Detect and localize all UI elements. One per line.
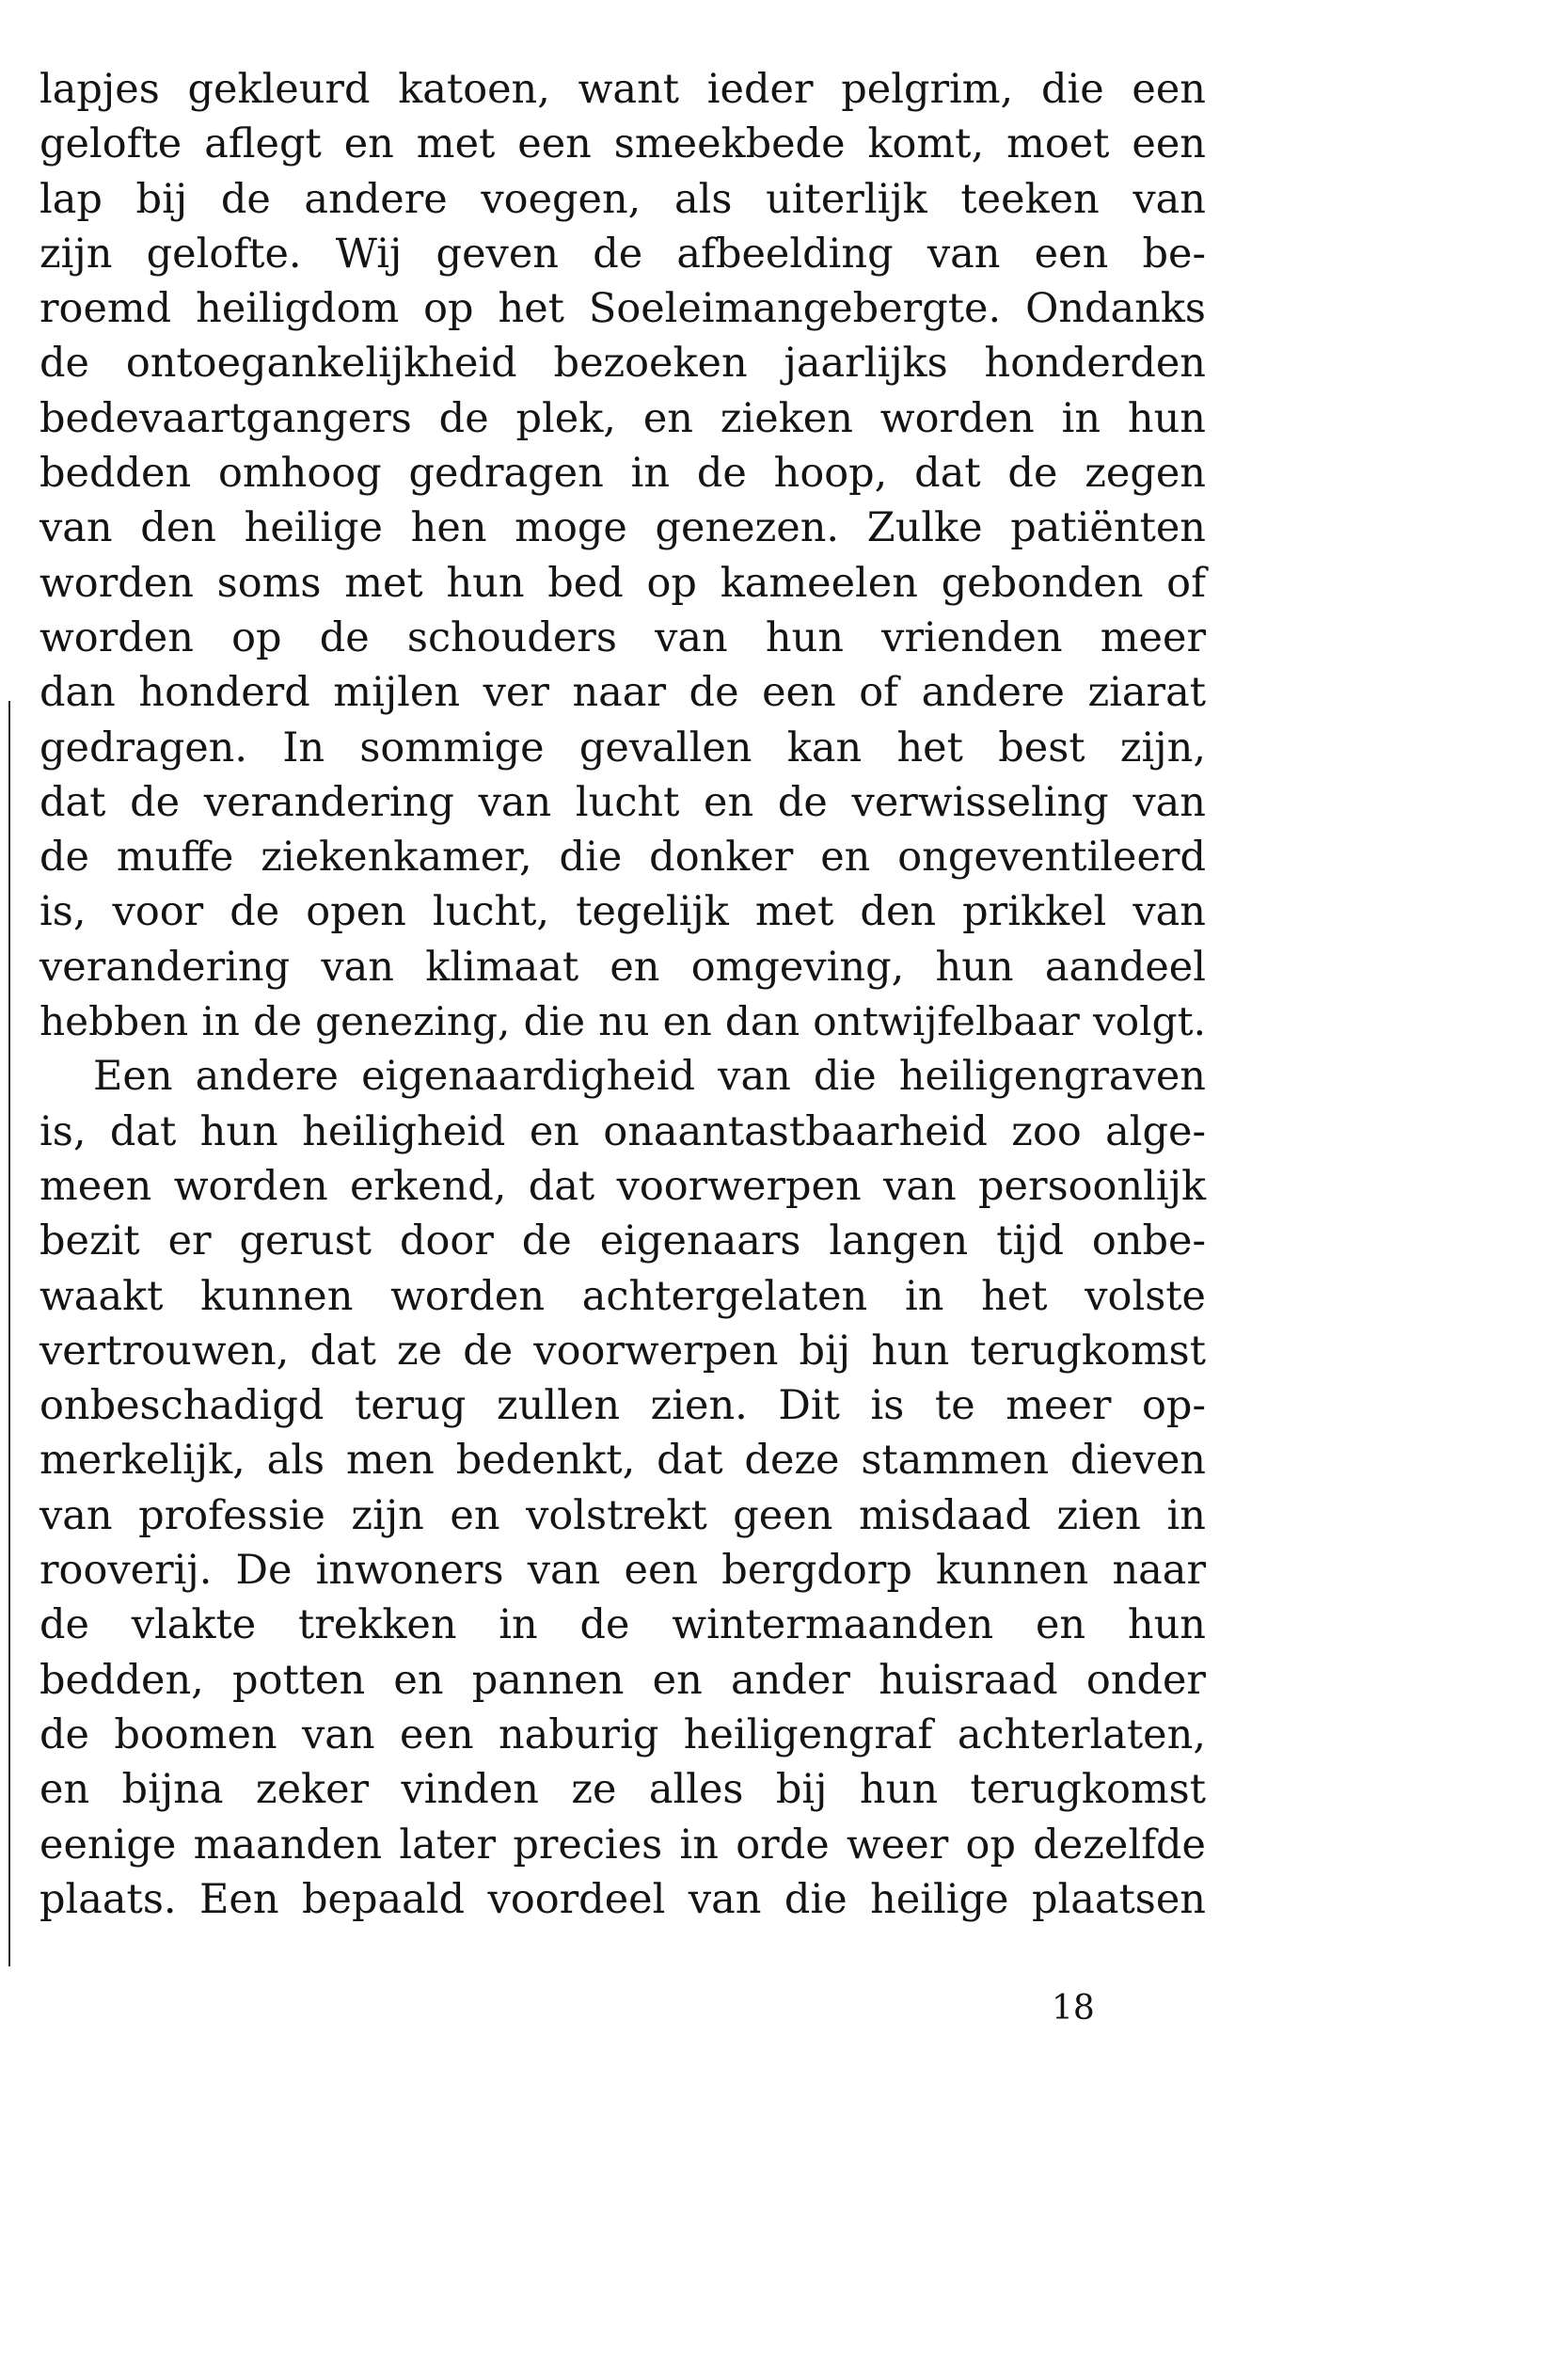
text-line: onbeschadigd terug zullen zien. Dit is te meer op- bbox=[40, 1382, 1206, 1430]
text-line: waakt kunnen worden achtergelaten in het volste bbox=[40, 1272, 1206, 1320]
text-line: merkelijk, als men bedenkt, dat deze stammen dieven bbox=[40, 1437, 1206, 1485]
text-line: van den heilige hen moge genezen. Zulke patiënten bbox=[40, 504, 1206, 552]
text-line: worden soms met hun bed op kameelen gebonden of bbox=[40, 559, 1206, 607]
text-line: gelofte aflegt en met een smeekbede komt, moet een bbox=[40, 120, 1206, 168]
text-line: rooverij. De inwoners van een bergdorp kunnen naar bbox=[40, 1547, 1206, 1595]
text-line: roemd heiligdom op het Soeleimangebergte. Ondanks bbox=[40, 285, 1206, 333]
text-line: de vlakte trekken in de wintermaanden en hun bbox=[40, 1601, 1206, 1649]
text-line: Een andere eigenaardigheid van die heiligengraven bbox=[93, 1053, 1206, 1101]
text-line: bedevaartgangers de plek, en zieken worden in hun bbox=[40, 394, 1206, 442]
text-line: dat de verandering van lucht en de verwisseling van bbox=[40, 778, 1206, 826]
text-line: bedden, potten en pannen en ander huisraad onder bbox=[40, 1656, 1206, 1704]
text-line: worden op de schouders van hun vrienden meer bbox=[40, 613, 1206, 661]
text-line: de boomen van een naburig heiligengraf achterlaten, bbox=[40, 1710, 1206, 1758]
text-line: zijn gelofte. Wij geven de afbeelding van een be- bbox=[40, 230, 1206, 278]
text-line: dan honderd mijlen ver naar de een of andere ziarat bbox=[40, 669, 1206, 717]
text-line: hebben in de genezing, die nu en dan ontwijfelbaar volgt. bbox=[40, 998, 1206, 1045]
text-line: gedragen. In sommige gevallen kan het best zijn, bbox=[40, 724, 1206, 771]
body-text bbox=[40, 62, 1206, 1927]
text-line: eenige maanden later precies in orde weer op dezelfde bbox=[40, 1821, 1206, 1869]
text-line: is, dat hun heiligheid en onaantastbaarheid zoo alge- bbox=[40, 1107, 1206, 1155]
text-line: plaats. Een bepaald voordeel van die heilige plaatsen bbox=[40, 1875, 1206, 1923]
text-line: lap bij de andere voegen, als uiterlijk teeken van bbox=[40, 175, 1206, 223]
text-line: is, voor de open lucht, tegelijk met den prikkel van bbox=[40, 888, 1206, 936]
text-line: lapjes gekleurd katoen, want ieder pelgrim, die een bbox=[40, 66, 1206, 113]
text-line: de ontoegankelijkheid bezoeken jaarlijks honderden bbox=[40, 340, 1206, 388]
text-line: bedden omhoog gedragen in de hoop, dat de zegen bbox=[40, 450, 1206, 498]
page-edge-rule bbox=[8, 701, 10, 1966]
text-line: de muffe ziekenkamer, die donker en ongeventileerd bbox=[40, 834, 1206, 882]
text-line: meen worden erkend, dat voorwerpen van persoonlijk bbox=[40, 1162, 1206, 1210]
text-line: bezit er gerust door de eigenaars langen tijd onbe- bbox=[40, 1217, 1206, 1265]
text-line: verandering van klimaat en omgeving, hun aandeel bbox=[40, 943, 1206, 991]
text-line: van professie zijn en volstrekt geen misdaad zien in bbox=[40, 1491, 1206, 1539]
text-line: vertrouwen, dat ze de voorwerpen bij hun terugkomst bbox=[40, 1327, 1206, 1375]
page-number: 18 bbox=[1052, 1989, 1095, 2028]
text-line: en bijna zeker vinden ze alles bij hun terugkomst bbox=[40, 1766, 1206, 1814]
